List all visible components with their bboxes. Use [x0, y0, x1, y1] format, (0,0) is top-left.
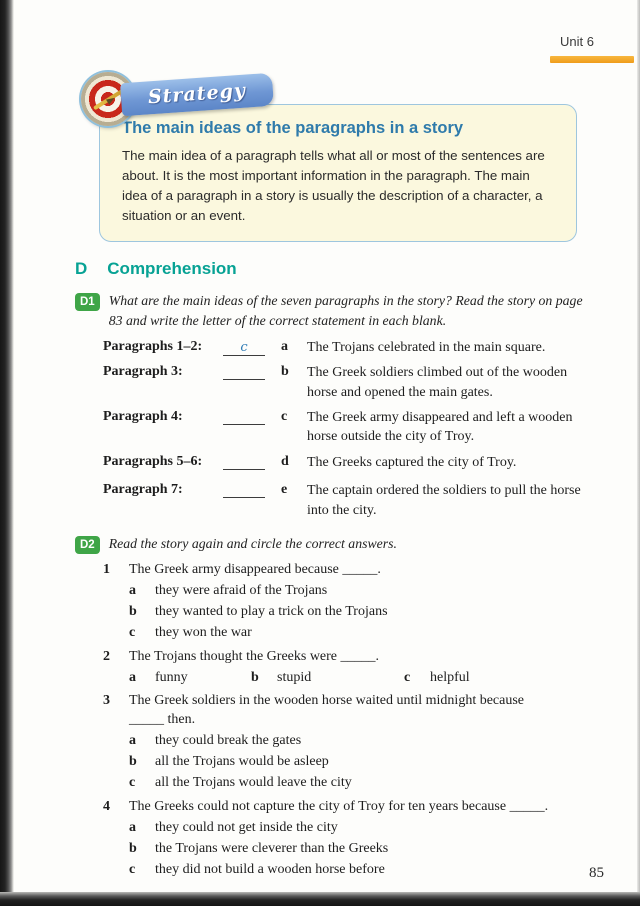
statement-letter: e [281, 482, 288, 498]
option-letter: c [129, 624, 136, 640]
option-text: helpful [430, 669, 470, 685]
paragraph-label: Paragraph 7: [103, 482, 183, 498]
statement-text: The Greek soldiers climbed out of the wooden horse and opened the main gates. [307, 365, 568, 400]
d2-head [75, 534, 603, 554]
answer-value [223, 454, 265, 470]
option-text: all the Trojans would leave the city [155, 775, 352, 791]
option-letter: b [129, 603, 137, 619]
question-3 [103, 692, 603, 792]
option-a[interactable] [129, 669, 251, 688]
option-c[interactable] [404, 669, 470, 688]
question-options [129, 819, 603, 880]
paragraph-label: Paragraphs 1–2: [103, 338, 203, 354]
answer-value [223, 409, 265, 425]
d1-badge: D1 [75, 293, 100, 311]
strategy-body: The main idea of a paragraph tells what all or most of the sentences are about. It is the most important information in the paragraph. The main idea of a paragraph in a story is usually the description of a character, a situation or an event. [122, 148, 545, 224]
question-text: The Greek soldiers in the wooden horse waited until midnight because _____ then. [129, 693, 525, 728]
option-b[interactable] [129, 603, 603, 622]
answer-blank[interactable] [223, 453, 281, 477]
unit-accent-bar [550, 56, 634, 63]
option-a[interactable] [129, 819, 603, 838]
option-text: they could break the gates [155, 733, 302, 749]
question-options [129, 732, 603, 793]
unit-label: Unit 6 [560, 34, 594, 49]
statement-text: The Greeks captured the city of Troy. [307, 454, 517, 470]
option-text: they won the war [155, 624, 252, 640]
unit-header [550, 34, 640, 63]
strategy-ribbon-label: Strategy [147, 79, 247, 109]
option-letter: a [129, 819, 136, 835]
question-number: 1 [103, 562, 110, 578]
option-letter: c [404, 669, 411, 685]
option-text: all the Trojans would be asleep [155, 754, 329, 770]
d2-questions [103, 561, 603, 879]
task-d1 [75, 291, 603, 521]
question-number: 2 [103, 648, 110, 664]
page-bottom-edge [0, 892, 640, 906]
section-heading [75, 258, 603, 281]
question-line [103, 648, 603, 667]
question-text: The Greeks could not capture the city of Troy for ten years because _____. [129, 798, 549, 814]
option-letter: b [129, 754, 137, 770]
question-1 [103, 561, 603, 643]
option-text: they could not get inside the city [155, 819, 338, 835]
answer-blank[interactable] [223, 408, 281, 432]
paragraph-label: Paragraph 3: [103, 364, 183, 380]
statement-text: The Greek army disappeared and left a wooden horse outside the city of Troy. [307, 409, 573, 445]
option-letter: a [129, 583, 136, 599]
answer-blank[interactable] [223, 363, 281, 387]
statement-letter: c [281, 408, 288, 424]
option-letter: a [129, 733, 136, 749]
d2-badge: D2 [75, 536, 100, 554]
matching-exercise [103, 338, 603, 521]
question-options [129, 582, 603, 643]
strategy-ribbon [120, 73, 274, 117]
answer-value: c [223, 340, 265, 356]
answer-value [223, 482, 265, 498]
option-text: the Trojans were cleverer than the Greeks [155, 840, 389, 856]
option-c[interactable] [129, 774, 603, 793]
paragraph-label: Paragraph 4: [103, 408, 183, 424]
option-text: stupid [277, 669, 312, 685]
option-a[interactable] [129, 582, 603, 601]
option-letter: c [129, 861, 136, 877]
option-b[interactable] [251, 669, 404, 688]
answer-blank[interactable] [223, 338, 281, 358]
option-letter: a [129, 669, 136, 685]
question-line [103, 798, 603, 817]
question-line [103, 692, 603, 730]
option-text: they did not build a wooden horse before [155, 861, 385, 877]
option-b[interactable] [129, 753, 603, 772]
section-letter: D [75, 259, 88, 279]
option-text: funny [155, 669, 188, 685]
strategy-section [99, 72, 577, 242]
question-line [103, 561, 603, 580]
option-b[interactable] [129, 840, 603, 859]
statement-letter: d [281, 453, 289, 469]
option-a[interactable] [129, 732, 603, 751]
question-2 [103, 648, 603, 688]
paragraph-label: Paragraphs 5–6: [103, 453, 203, 469]
page-content [14, 0, 637, 892]
option-letter: b [129, 840, 137, 856]
question-options [129, 669, 603, 688]
question-text: The Greek army disappeared because _____. [129, 562, 381, 578]
question-number: 3 [103, 693, 110, 709]
option-text: they were afraid of the Trojans [155, 583, 328, 599]
question-4 [103, 798, 603, 880]
option-letter: c [129, 775, 136, 791]
option-letter: b [251, 669, 259, 685]
d1-head [75, 291, 603, 331]
page-number: 85 [589, 865, 604, 881]
task-d2 [75, 534, 603, 879]
option-c[interactable] [129, 861, 603, 880]
strategy-title: The main ideas of the paragraphs in a story [122, 119, 464, 137]
answer-blank[interactable] [223, 481, 281, 505]
statement-letter: a [281, 338, 288, 354]
strategy-badge [81, 70, 291, 128]
answer-value [223, 364, 265, 380]
d1-instruction: What are the main ideas of the seven paragraphs in the story? Read the story on page 83 and write the letter of the correct statement in each blank. [108, 292, 583, 328]
d2-instruction: Read the story again and circle the correct answers. [108, 536, 397, 552]
option-c[interactable] [129, 624, 603, 643]
statement-text: The captain ordered the soldiers to pull the horse into the city. [307, 483, 581, 518]
option-text: they wanted to play a trick on the Trojans [155, 603, 388, 619]
question-text: The Trojans thought the Greeks were _____. [129, 648, 380, 664]
question-number: 4 [103, 798, 110, 814]
section-title: Comprehension [107, 259, 237, 279]
statement-text: The Trojans celebrated in the main square. [307, 339, 546, 355]
page-left-edge [0, 0, 14, 906]
statement-letter: b [281, 364, 289, 380]
